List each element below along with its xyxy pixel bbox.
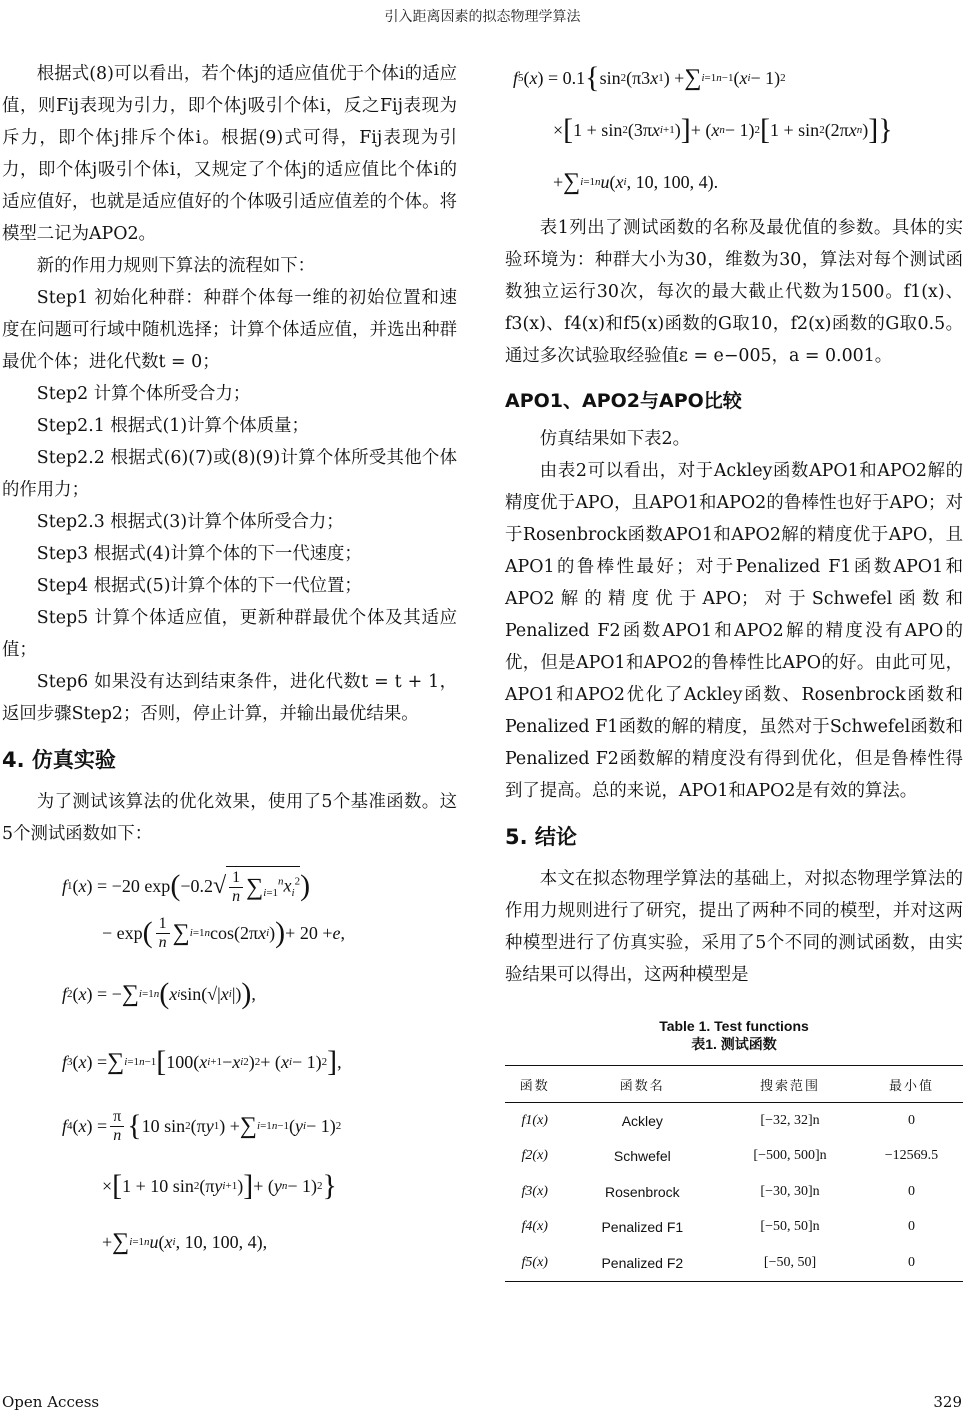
- paragraph-conclusion: 本文在拟态物理学算法的基础上，对拟态物理学算法的作用力规则进行了研究，提出了两种不同的模型，并对这两种模型进行了仿真实验，采用了5个不同的测试函数，由实验结果可以得出，这两种模型是: [505, 869, 963, 985]
- step-6: Step6 如果没有达到结束条件，进化代数t = t + 1，返回步骤Step2；否则，停止计算，并输出最优结果。: [2, 672, 457, 724]
- cell-name: Penalized F1: [601, 1219, 684, 1236]
- cell-min: 0: [907, 1219, 915, 1235]
- cell-name: Schwefel: [613, 1148, 671, 1165]
- cell-range: [−50, 50]n: [760, 1219, 820, 1235]
- cell-range: [−32, 32]n: [760, 1112, 820, 1128]
- step-2-3: Step2.3 根据式(3)计算个体所受合力；: [36, 512, 344, 532]
- header-function-name: 函数名: [565, 1066, 721, 1103]
- cell-range: [−50, 50]: [720, 1245, 860, 1281]
- paragraph-flow-intro: 新的作用力规则下算法的流程如下：: [36, 256, 316, 276]
- header-minimum: 最小值: [860, 1066, 963, 1103]
- step-1: Step1 初始化种群：种群个体每一维的初始位置和速度在问题可行域中随机选择；计算个体适应值，并选出种群最优个体；进化代数t = 0；: [2, 288, 457, 372]
- running-title: 引入距离因素的拟态物理学算法: [384, 9, 581, 25]
- left-column: [2, 58, 457, 1270]
- cell-name: Ackley: [621, 1112, 663, 1129]
- subsection-comparison-title: APO1、APO2与APO比较: [505, 390, 742, 412]
- cell-range: [−500, 500]n: [753, 1148, 827, 1164]
- step-2-2: Step2.2 根据式(6)(7)或(8)(9)计算个体所受其他个体的作用力；: [2, 448, 457, 500]
- footer-open-access: Open Access: [2, 1393, 100, 1411]
- equation-f2: f 2 ( x ) = − ∑ i=1 n ( x i sin(√| x i |) ) ,: [62, 977, 256, 1010]
- paragraph-model2: 根据式(8)可以看出，若个体j的适应值优于个体i的适应值，则Fij表现为引力，即个体j吸引个体i，反之Fij表现为斥力，即个体j排斥个体i。根据(9)式可得，Fij表现为引力，即个体j吸引个体i，又规定了个体j的适应值比个体i的适应值好，也就是适应值好的个体吸引适应值差的个体。将模型二记为APO2。: [2, 64, 457, 244]
- cell-fn: f2(x): [521, 1148, 548, 1164]
- cell-range: [−30, 30]n: [760, 1183, 820, 1199]
- step-3: Step3 根据式(4)计算个体的下一代速度；: [36, 544, 362, 564]
- step-5: Step5 计算个体适应值，更新种群最优个体及其适应值；: [2, 608, 457, 660]
- equation-f5-line1: f 5 ( x ) = 0.1 { sin 2 (π3 x 1 ) + ∑ i=1 n−1 ( x i − 1) 2: [513, 61, 786, 94]
- equation-f3: f 3 ( x ) = ∑ i=1 n−1 [ 100( x i+1 − x i 2 ) 2 + ( x i − 1) 2 ] ,: [62, 1045, 342, 1078]
- table-row: [505, 1139, 963, 1175]
- cell-fn: f3(x): [521, 1183, 548, 1199]
- equation-f5-line2: × [ 1 + sin 2 (3π x i+1 ) ] + ( x n − 1) 2 [ 1 + sin 2 (2π x n ) ] }: [553, 113, 893, 146]
- equation-f1-line2: − exp ( $\frac{1}{n}$ ∑ i=1 n cos(2π x i ) ) + 20 + e ,: [102, 914, 345, 951]
- equation-f4-line3: + ∑ i=1 n u ( x i , 10, 100, 4),: [102, 1229, 268, 1255]
- equation-f5: [513, 52, 963, 208]
- table-row: [505, 1103, 963, 1139]
- cell-fn: f1(x): [521, 1112, 548, 1128]
- step-2-1: Step2.1 根据式(1)计算个体质量；: [36, 416, 309, 436]
- step-2: Step2 计算个体所受合力；: [36, 384, 251, 404]
- cell-min: 0: [907, 1183, 915, 1199]
- cell-name: Rosenbrock: [604, 1183, 680, 1200]
- cell-fn: f4(x): [521, 1219, 548, 1235]
- cell-name: Penalized F2: [565, 1245, 721, 1281]
- table-row: [505, 1174, 963, 1210]
- table-caption-cn: 表1. 测试函数: [691, 1036, 777, 1052]
- paragraph-experiment-setup: 表1列出了测试函数的名称及最优值的参数。具体的实验环境为：种群大小为30，维数为30，算法对每个测试函数独立运行30次，每次的最大截止代数为1500。f1(x)、f3(x)、f4(x)和f5(x)函数的G取10，f2(x)函数的G取0.5。通过多次试验取经验值ε = e−005，a = 0.001。: [505, 218, 963, 366]
- equation-f5-line3: + ∑ i=1 n u ( x i , 10, 100, 4).: [553, 169, 719, 195]
- table-row: [505, 1245, 963, 1281]
- cell-fn: f5(x): [505, 1245, 565, 1281]
- paragraph-benchmarks: 为了测试该算法的优化效果，使用了5个基准函数。这5个测试函数如下：: [2, 792, 457, 844]
- equations-f1-f4: [62, 864, 457, 1270]
- section-5-title: 5. 结论: [505, 825, 577, 849]
- cell-min: 0: [907, 1112, 915, 1128]
- table-row: [505, 1210, 963, 1246]
- step-4: Step4 根据式(5)计算个体的下一代位置；: [36, 576, 362, 596]
- paragraph-analysis: 由表2可以看出，对于Ackley函数APO1和APO2解的精度优于APO，且APO1和APO2的鲁棒性也好于APO；对于Rosenbrock函数APO1和APO2解的精度优于APO，且APO1的鲁棒性最好；对于Penalized F1函数APO1和APO2解的精度优于APO；对于Schwefel函数和Penalized F2函数APO1和APO2解的精度没有APO的优，但是APO1和APO2的鲁棒性比APO的好。由此可见，APO1和APO2优化了Ackley函数、Rosenbrock函数和Penalized F1函数的解的精度，虽然对于Schwefel函数和Penalized F2函数解的精度没有得到优化，但是鲁棒性得到了提高。总的来说，APO1和APO2是有效的算法。: [505, 461, 963, 801]
- test-functions-table: [505, 1065, 963, 1282]
- equation-f1-line1: f 1 ( x ) = −20 exp ( −0.2 √ $\frac{1}{n}$ $\sum_{i=1}^nx_i^2$ ): [62, 864, 457, 908]
- header-function: 函数: [505, 1066, 565, 1103]
- table-caption-en: Table 1. Test functions: [659, 1018, 809, 1034]
- cell-min: −12569.5: [884, 1148, 939, 1164]
- right-column: [505, 52, 963, 1282]
- table-header-row: [505, 1066, 963, 1103]
- equation-f4-line2: × [ 1 + 10 sin 2 (π y i+1 ) ] + ( y n − 1) 2 }: [102, 1169, 337, 1202]
- paragraph-simulation: 仿真结果如下表2。: [539, 429, 690, 449]
- equation-f4-line1: f 4 ( x ) = $\frac{\pi}{n}$ { 10 sin 2 (π y 1 ) + ∑ i=1 n−1 ( y i − 1) 2: [62, 1107, 342, 1144]
- footer-page-number: 329: [933, 1393, 962, 1411]
- cell-min: 0: [860, 1245, 963, 1281]
- section-4-title: 4. 仿真实验: [2, 748, 116, 772]
- header-search-range: 搜索范围: [720, 1066, 860, 1103]
